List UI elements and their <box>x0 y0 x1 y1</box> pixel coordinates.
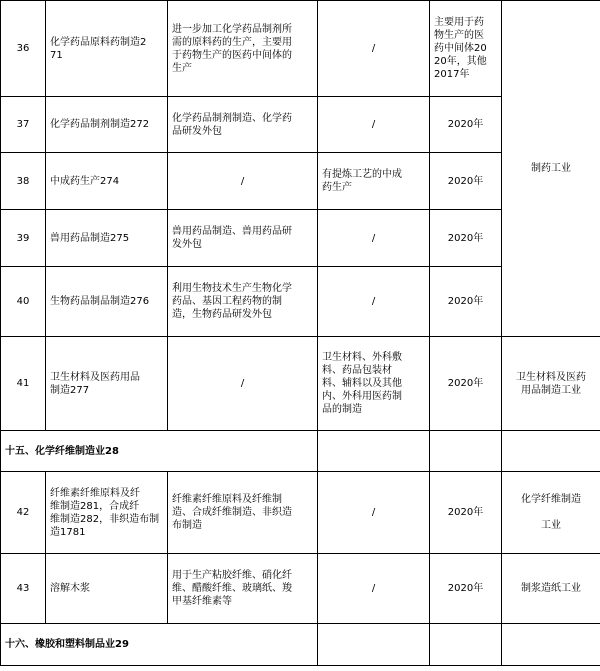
scope-cell: 纤维素纤维原料及纤维制 造、合成纤维制造、非织造 布制造 <box>168 472 318 554</box>
row-number: 42 <box>1 472 46 554</box>
year-cell: 2020年 <box>430 337 502 431</box>
industry-category: 卫生材料及医药 用品制造工业 <box>502 337 600 431</box>
scope-cell: 兽用药品制造、兽用药品研 发外包 <box>168 210 318 267</box>
exclude-cell: / <box>318 472 430 554</box>
empty-cell <box>430 431 502 472</box>
row-number: 36 <box>1 1 46 97</box>
table-row <box>1 472 600 554</box>
exclude-cell: / <box>318 210 430 267</box>
scope-cell: 进一步加工化学药品制剂所 需的原料药的生产，主要用 于药物生产的医药中间体的 生产 <box>168 1 318 97</box>
row-number: 37 <box>1 97 46 153</box>
empty-cell <box>318 624 430 666</box>
industry-name: 化学药品制剂制造272 <box>46 97 168 153</box>
industry-name: 中成药生产274 <box>46 153 168 210</box>
year-cell: 2020年 <box>430 153 502 210</box>
row-number: 41 <box>1 337 46 431</box>
row-number: 38 <box>1 153 46 210</box>
industry-category: 制浆造纸工业 <box>502 554 600 624</box>
industry-category: 制药工业 <box>502 1 600 337</box>
empty-cell <box>318 431 430 472</box>
table-row <box>1 337 600 431</box>
industry-name: 溶解木浆 <box>46 554 168 624</box>
scope-cell: 用于生产粘胶纤维、硝化纤 维、醋酸纤维、玻璃纸、羧 甲基纤维素等 <box>168 554 318 624</box>
section-row <box>1 624 600 666</box>
industry-name: 纤维素纤维原料及纤 维制造281，合成纤 维制造282，非织造布制 造1781 <box>46 472 168 554</box>
industry-name: 兽用药品制造275 <box>46 210 168 267</box>
scope-cell: 化学药品制剂制造、化学药 品研发外包 <box>168 97 318 153</box>
row-number: 43 <box>1 554 46 624</box>
section-row <box>1 431 600 472</box>
table-row <box>1 1 600 97</box>
exclude-cell: 有提炼工艺的中成 药生产 <box>318 153 430 210</box>
year-cell: 2020年 <box>430 210 502 267</box>
exclude-cell: / <box>318 554 430 624</box>
industry-name: 卫生材料及医药用品 制造277 <box>46 337 168 431</box>
exclude-cell: / <box>318 97 430 153</box>
year-cell: 2020年 <box>430 554 502 624</box>
section-title: 十五、化学纤维制造业28 <box>1 431 318 472</box>
industry-category: 化学纤维制造 工业 <box>502 472 600 554</box>
empty-cell <box>502 431 600 472</box>
empty-cell <box>502 624 600 666</box>
row-number: 39 <box>1 210 46 267</box>
year-cell: 2020年 <box>430 472 502 554</box>
exclude-cell: / <box>318 267 430 337</box>
scope-cell: / <box>168 153 318 210</box>
empty-cell <box>430 624 502 666</box>
industry-name: 生物药品制品制造276 <box>46 267 168 337</box>
year-cell: 2020年 <box>430 267 502 337</box>
scope-cell: 利用生物技术生产生物化学 药品、基因工程药物的制 造，生物药品研发外包 <box>168 267 318 337</box>
exclude-cell: / <box>318 1 430 97</box>
scope-cell: / <box>168 337 318 431</box>
row-number: 40 <box>1 267 46 337</box>
year-cell: 2020年 <box>430 97 502 153</box>
industry-name: 化学药品原料药制造2 71 <box>46 1 168 97</box>
table-row <box>1 554 600 624</box>
exclude-cell: 卫生材料、外科敷 料、药品包装材 料、辅料以及其他 内、外科用医药制 品的制造 <box>318 337 430 431</box>
year-cell: 主要用于药 物生产的医 药中间体20 20年，其他 2017年 <box>430 1 502 97</box>
section-title: 十六、橡胶和塑料制品业29 <box>1 624 318 666</box>
